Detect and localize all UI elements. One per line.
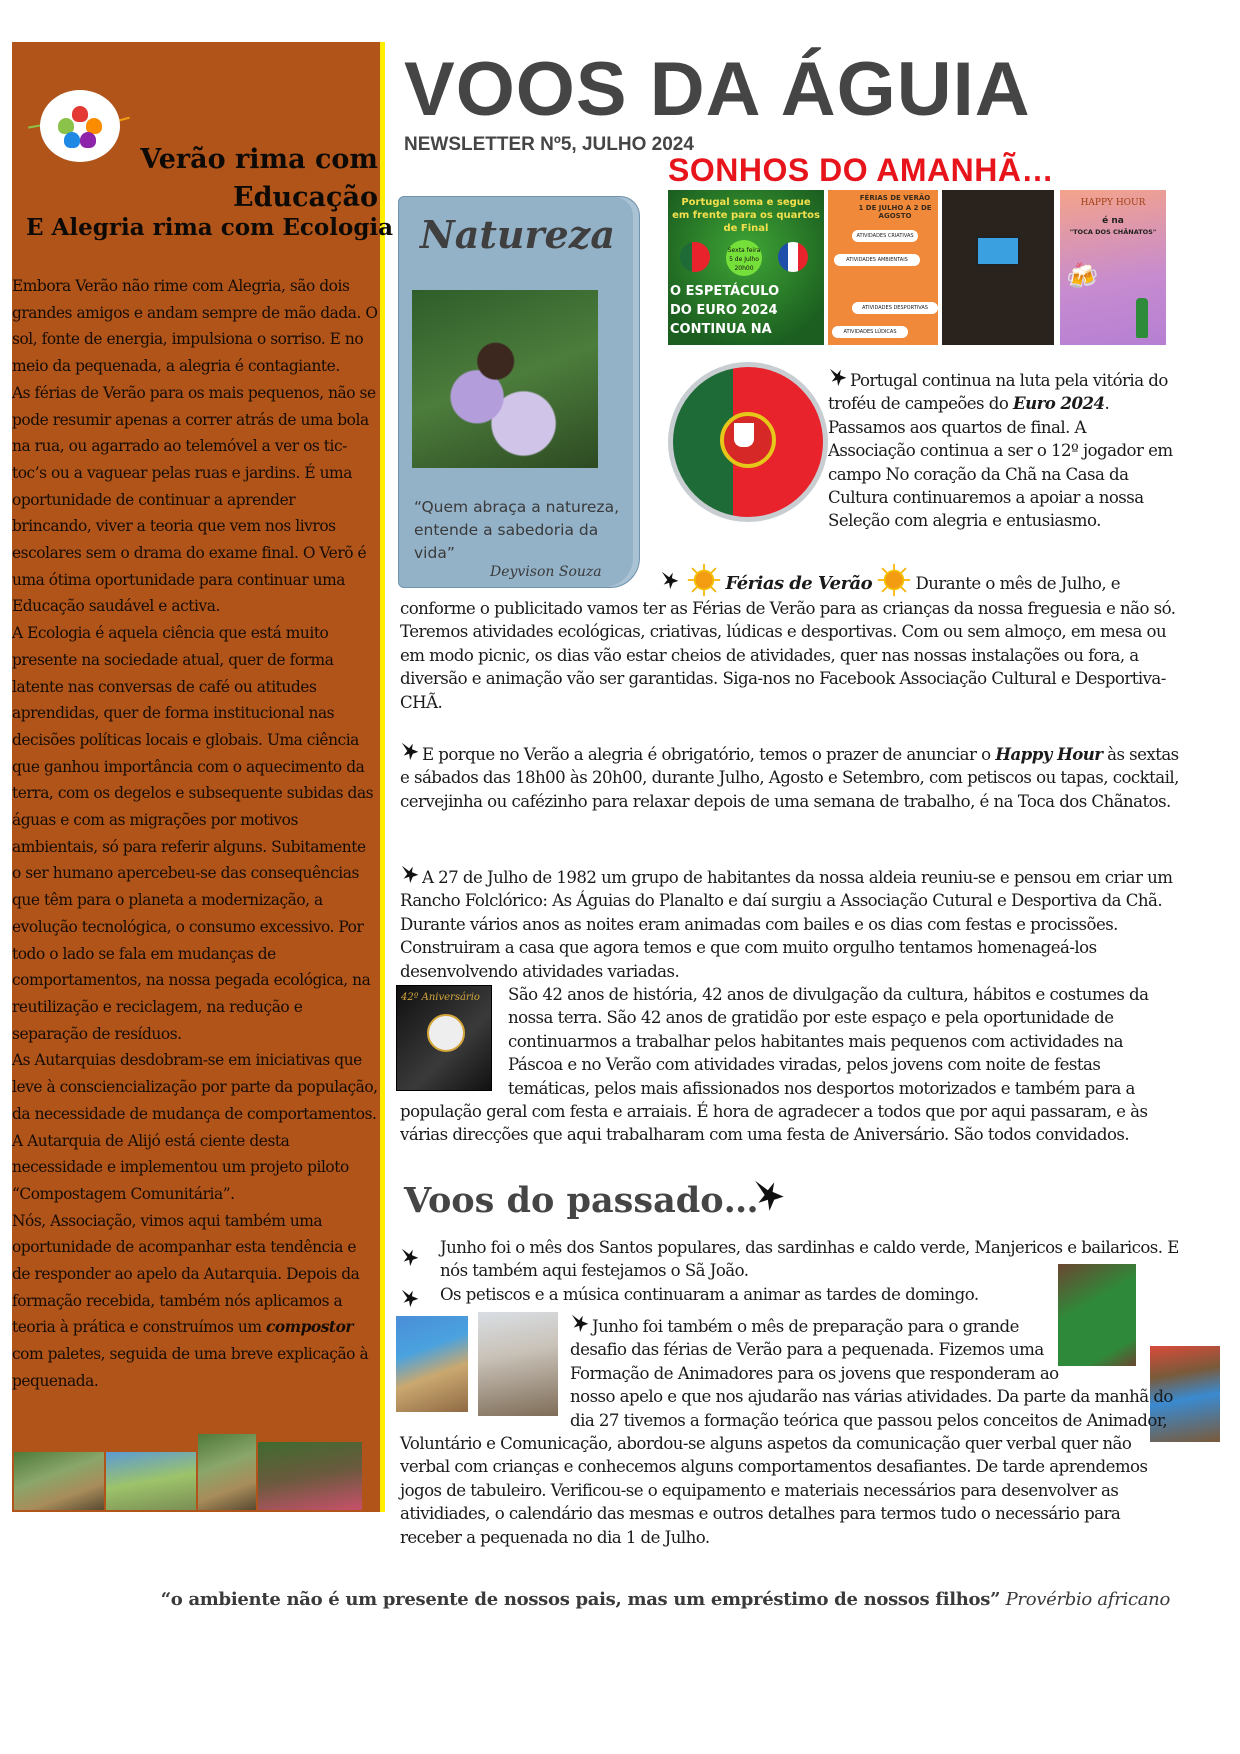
happy-hour-text-end: às sextas e sábados das 18h00 às 20h00, durante Julho, Agosto e Setembro, com petiscos ou tapas, cocktail, cervejinha ou cafézinho para relaxar depois de uma semana de trabalho, é na Toca dos Chãnatos. xyxy=(400,745,1179,811)
sidebar-paragraph-end: com paletes, seguida de uma breve explicação à pequenada. xyxy=(12,1345,369,1390)
history-42-text: São 42 anos de história, 42 anos de divulgação da cultura, hábitos e costumes da nossa terra. São 42 anos de gratidão por este espaço e pela oportunidade de continuarmos a trabalhar pelos habitantes mais pequenos com actividades na Páscoa e no Verão com atividades viradas, pelos jovens com noite de festas temáticas, pelos mais afissionados nos desportos motorizados e também para a população geral com festa e arraiais. É hora de agradecer a todos que por aqui passaram, e às várias direcções que aqui trabalharam com uma festa de Aniversário. São todos convidados. xyxy=(400,985,1149,1145)
article-portugal-body xyxy=(666,366,1176,533)
sidebar-paragraph: As Autarquias desdobram-se em iniciativas que leve à consciencialização por parte da população, da necessidade de mudança de comportamentos. xyxy=(12,1051,378,1123)
portugal-flag-icon xyxy=(680,242,710,272)
float-spacer xyxy=(1070,1312,1180,1382)
ferias-text: Durante o mês de Julho, e conforme o publicitado vamos ter as Férias de Verão para as crianças da nossa freguesia e não só. Teremos atividades ecológicas, criativas, lúdicas e desportivas. Com ou sem almoço, em mesa ou em modo picnic, os dias vão estar cheios de atividades, quer nas nossas instalações ou fora, a diversão e animação vão ser garantidas. Siga-nos no Facebook Associação Cultural e Desportiva-CHÃ. xyxy=(400,574,1176,712)
proverb-attribution: Provérbio africano xyxy=(1000,1589,1170,1610)
poster-happy-hour xyxy=(1060,190,1166,345)
poster-ferias-dates: 1 DE JULHO A 2 DE AGOSTO xyxy=(858,204,932,220)
eagle-icon xyxy=(752,1176,790,1214)
natureza-title: Natureza xyxy=(420,212,615,257)
santos-populares-text: Junho foi o mês dos Santos populares, das sardinhas e caldo verde, Manjericos e bailaricos. E nós também aqui festejamos o Sã João. xyxy=(440,1238,1179,1281)
hand-icon-purple xyxy=(80,132,96,148)
poster-ferias-verao xyxy=(828,190,938,345)
petiscos-text: Os petiscos e a música continuaram a animar as tardes de domingo. xyxy=(440,1284,979,1304)
compost-photo xyxy=(198,1434,256,1510)
happy-hour-emphasis: Happy Hour xyxy=(995,744,1103,764)
article-portugal-euro xyxy=(666,366,1176,533)
poster-ferias-item: ATIVIDADES DESPORTIVAS xyxy=(852,302,938,314)
eagle-bullet-icon xyxy=(400,1246,422,1268)
article-ferias-verao xyxy=(400,563,1180,714)
article-portugal-text-end: . Passamos aos quartos de final. A Associação continua a ser o 12º jogador em campo No coração da Chã na Casa da Cultura continuaremos a apoiar a nossa Seleção com alegria e entusiasmo. xyxy=(828,394,1173,531)
section-title-voos-passado: Voos do passado… xyxy=(404,1180,759,1221)
newsletter-title: VOOS DA ÁGUIA xyxy=(404,47,1031,132)
hand-icon-red xyxy=(72,106,88,122)
article-portugal-text: Portugal continua na luta pela vitória do troféu de campeões do xyxy=(828,371,1168,414)
ferias-title: Férias de Verão xyxy=(725,573,873,594)
sidebar-paragraph-text: Nós, Associação, vimos aqui também uma oportunidade de acompanhar esta tendência e de responder ao apelo da Autarquia. Depois da formação recebida, também nós aplicamos a teoria à prática e construímos um xyxy=(12,1211,360,1337)
sidebar-paragraph xyxy=(12,1208,378,1395)
float-spacer xyxy=(400,983,508,1095)
poster-happy-line2: é na xyxy=(1102,216,1124,226)
article-happy-hour xyxy=(400,740,1180,813)
compostor-emphasis: compostor xyxy=(266,1318,354,1337)
history-1982-text: A 27 de Julho de 1982 um grupo de habitantes da nossa aldeia reuniu-se e pensou em criar um Rancho Folclórico: As Águias do Planalto e daí surgiu a Associação Cutural e Desportiva da Chã. Durante vários anos as noites eram animadas com bailes e os dias com festas e procissões. Construiram a casa que agora temos e que com muito orgulho tentamos homenageá-los desenvolvendo atividades variadas. xyxy=(400,868,1173,981)
natureza-quote: “Quem abraça a natureza, entende a sabedoria da vida” xyxy=(414,498,619,562)
sun-icon xyxy=(687,563,721,597)
float-spacer xyxy=(400,1312,570,1422)
poster-happy-line3: "TOCA DOS CHÃNATOS" xyxy=(1069,228,1157,236)
article-history-1982 xyxy=(400,863,1180,983)
anniversary-poster-title: 42º Aniversário xyxy=(401,992,480,1003)
proverb-text: “o ambiente não é um presente de nossos pais, mas um empréstimo de nossos filhos” xyxy=(160,1589,1001,1610)
sidebar-article xyxy=(12,273,378,1395)
article-formacao-animadores xyxy=(400,1312,1180,1549)
laptop-screen xyxy=(976,236,1020,266)
poster-euro-bottom: O ESPETÁCULO DO EURO 2024 CONTINUA NA xyxy=(670,284,780,337)
compost-photo xyxy=(106,1452,196,1510)
poster-ferias-title: FÉRIAS DE VERÃO xyxy=(859,194,931,202)
eagle-bullet-icon xyxy=(400,1287,422,1309)
compost-photo xyxy=(258,1442,362,1510)
sidebar-heading-line2: Educação xyxy=(233,182,378,213)
poster-ferias-item: ATIVIDADES CRIATIVAS xyxy=(852,230,918,242)
happy-hour-text: E porque no Verão a alegria é obrigatório, temos o prazer de anunciar o xyxy=(422,745,996,764)
sidebar-heading-line3: E Alegria rima com Ecologia xyxy=(26,214,394,241)
sun-icon xyxy=(877,563,911,597)
beer-bottle-icon xyxy=(1136,298,1148,338)
sidebar-paragraph: A Ecologia é aquela ciência que está muito presente na sociedade atual, quer de forma latente nas conversas de café ou atitudes aprendidas, quer de forma institucional nas decisões políticas locais e globais. Uma ciência que ganhou importância com o aquecimento da terra, com os degelos e subsequente subidas das águas e com as migrações por motivos ambientais, só para referir alguns. Subitamente o ser humano apercebeu-se das consequências que têm para o planeta a modernização, a evolução tecnológica, o consumo excessivo. Por todo o lado se fala em mudanças de comportamentos, na nossa pegada ecológica, na reutilização e reciclagem, na redução e separação de resíduos. xyxy=(12,624,374,1043)
poster-euro-match: Sexta feira 5 de Julho 20h00 xyxy=(726,240,762,276)
compost-photo-strip xyxy=(14,1452,370,1510)
butterfly-photo xyxy=(412,290,598,468)
article-42-anos xyxy=(400,983,1180,1147)
eagle-bullet-icon xyxy=(660,569,682,591)
poster-euro-headline: Portugal soma e segue em frente para os quartos de Final xyxy=(672,197,820,234)
sidebar-yellow-border xyxy=(380,42,385,1512)
poster-ferias-item: ATIVIDADES LÚDICAS xyxy=(832,326,908,338)
sidebar-heading-line1: Verão rima com xyxy=(140,144,378,175)
sidebar-paragraph: As férias de Verão para os mais pequenos, não se pode resumir apenas a correr atrás de uma bola na rua, ou agarrado ao telemóvel a ver os tic-toc’s ou a vaguear pelas ruas e jardins. É uma oportunidade de continuar a aprender brincando, viver a teoria que vem nos livros escolares sem o drama do exame final. O Verõ é uma ótima oportunidade para continuar uma Educação saudável e activa. xyxy=(12,383,376,616)
poster-happy-title: HAPPY HOUR xyxy=(1080,198,1146,208)
hand-icon-blue xyxy=(64,132,80,148)
photo-laptop-training xyxy=(942,190,1054,345)
eagle-bullet-icon xyxy=(828,366,850,388)
eagle-bullet-icon xyxy=(400,863,422,885)
formacao-text: Junho foi também o mês de preparação para o grande desafio das férias de Verão para a pequenada. Fizemos uma Formação de Animadores para os jovens que responderam ao nosso apelo e que nos ajudarão nas várias atividades. Da parte da manhã do dia 27 tivemos a formação teórica que passou pelos conceitos de Animador, Voluntário e Comunicação, abordou-se alguns aspetos da comunicação quer verbal quer não verbal com crianças e conhecemos alguns comportamentos desafiantes. De tarde aprendemos jogos de tabuleiro. Verificou-se o equipamento e materiais necessários para desenvolver as atividiades, o calendário das mesmas e outros detalhes para termos tudo o necessário para receber a pequenada no dia 1 de Julho. xyxy=(400,1317,1173,1547)
sidebar-paragraph: Embora Verão não rime com Alegria, são dois grandes amigos e andam sempre de mão dada. O sol, fonte de energia, impulsiona o sorriso. E no meio da pequenada, a alegria é contagiante. xyxy=(12,277,378,376)
natureza-author: Deyvison Souza xyxy=(490,564,602,580)
eagle-bullet-icon xyxy=(400,740,422,762)
beer-mugs-icon: 🍻 xyxy=(1066,262,1099,292)
compost-photo xyxy=(14,1452,104,1510)
association-logo xyxy=(40,90,120,162)
eagle-bullet-icon xyxy=(570,1312,592,1334)
section-title-sonhos: SONHOS DO AMANHÃ… xyxy=(668,152,1054,188)
euro-2024-emphasis: Euro 2024 xyxy=(1012,393,1105,414)
sidebar-paragraph: A Autarquia de Alijó está ciente desta necessidade e implementou um projeto piloto “Compostagem Comunitária”. xyxy=(12,1131,349,1203)
footer-proverb xyxy=(100,1586,1170,1614)
france-flag-icon xyxy=(778,242,808,272)
poster-euro-2024 xyxy=(668,190,824,345)
newsletter-issue: NEWSLETTER Nº5, JULHO 2024 xyxy=(404,134,694,155)
poster-ferias-item: ATIVIDADES AMBIENTAIS xyxy=(834,254,920,266)
